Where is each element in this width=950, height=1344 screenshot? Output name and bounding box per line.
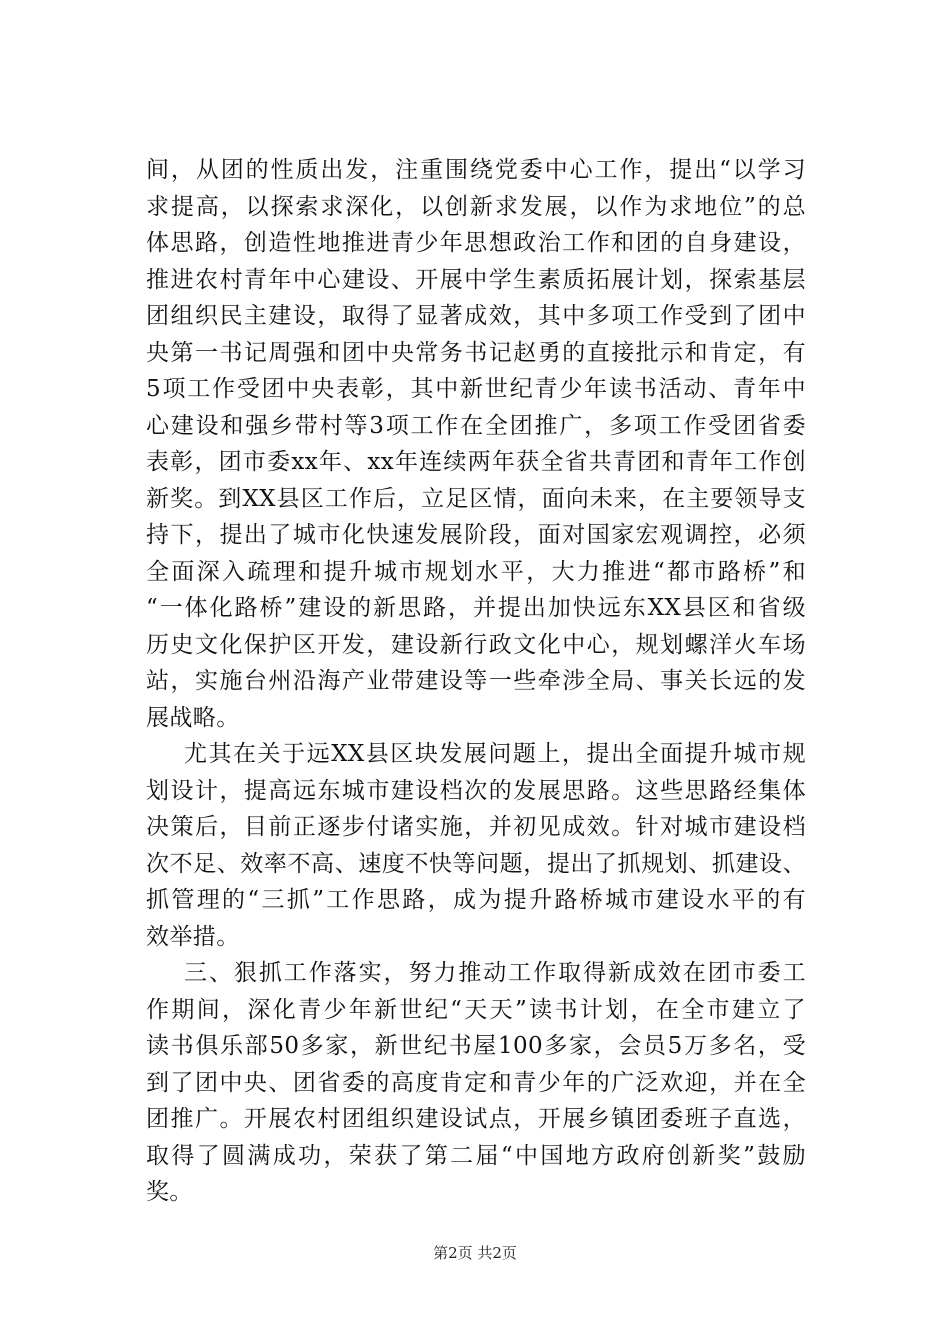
document-body <box>146 152 806 1211</box>
text-line: 间，从团的性质出发，注重围绕党委中心工作，提出“以学习 <box>146 157 806 183</box>
text-line: 新奖。到XX县区工作后，立足区情，面向未来，在主要领导支 <box>146 485 806 512</box>
text-line: 体思路，创造性地推进青少年思想政治工作和团的自身建设， <box>146 230 806 256</box>
text-line: 决策后，目前正逐步付诸实施，并初见成效。针对城市建设档 <box>146 814 806 840</box>
text-line: 表彰，团市委xx年、xx年连续两年获全省共青团和青年工作创 <box>146 449 806 475</box>
paragraph-first-line: 三、狠抓工作落实，努力推动工作取得新成效在团市委工 <box>184 960 806 986</box>
text-line: 心建设和强乡带村等3项工作在全团推广，多项工作受团省委 <box>146 412 806 439</box>
text-line: 持下，提出了城市化快速发展阶段，面对国家宏观调控，必须 <box>146 522 806 548</box>
text-line: 推进农村青年中心建设、开展中学生素质拓展计划，探索基层 <box>146 266 806 293</box>
text-line: 读书俱乐部50多家，新世纪书屋100多家，会员5万多名，受 <box>146 1033 806 1059</box>
text-line: 历史文化保护区开发，建设新行政文化中心，规划螺洋火车场 <box>146 631 806 658</box>
text-line: 奖。 <box>146 1179 193 1205</box>
text-line: 抓管理的“三抓”工作思路，成为提升路桥城市建设水平的有 <box>146 887 806 913</box>
text-line: 央第一书记周强和团中央常务书记赵勇的直接批示和肯定，有 <box>146 339 806 366</box>
text-line: 全面深入疏理和提升城市规划水平，大力推进“都市路桥”和 <box>146 558 806 585</box>
paragraph-first-line: 尤其在关于远XX县区块发展问题上，提出全面提升城市规 <box>184 741 806 767</box>
text-line: 到了团中央、团省委的高度肯定和青少年的广泛欢迎，并在全 <box>146 1069 806 1096</box>
text-line: 效举措。 <box>146 923 240 950</box>
text-line: 求提高，以探索求深化，以创新求发展，以作为求地位”的总 <box>146 193 806 220</box>
text-line: 取得了圆满成功，荣获了第二届“中国地方政府创新奖”鼓励 <box>146 1142 806 1169</box>
text-line: 划设计，提高远东城市建设档次的发展思路。这些思路经集体 <box>146 777 806 804</box>
page-number: 第2页 共2页 <box>433 1244 517 1262</box>
text-line: 5项工作受团中央表彰，其中新世纪青少年读书活动、青年中 <box>146 376 806 402</box>
text-line: 作期间，深化青少年新世纪“天天”读书计划，在全市建立了 <box>146 996 806 1023</box>
text-line: 展战略。 <box>146 704 240 731</box>
text-line: “一体化路桥”建设的新思路，并提出加快远东XX县区和省级 <box>146 595 806 621</box>
text-line: 站，实施台州沿海产业带建设等一些牵涉全局、事关长远的发 <box>146 668 806 694</box>
text-line: 团推广。开展农村团组织建设试点，开展乡镇团委班子直选， <box>146 1106 806 1132</box>
text-line: 团组织民主建设，取得了显著成效，其中多项工作受到了团中 <box>146 303 806 329</box>
text-line: 次不足、效率不高、速度不快等问题，提出了抓规划、抓建设、 <box>146 850 806 877</box>
